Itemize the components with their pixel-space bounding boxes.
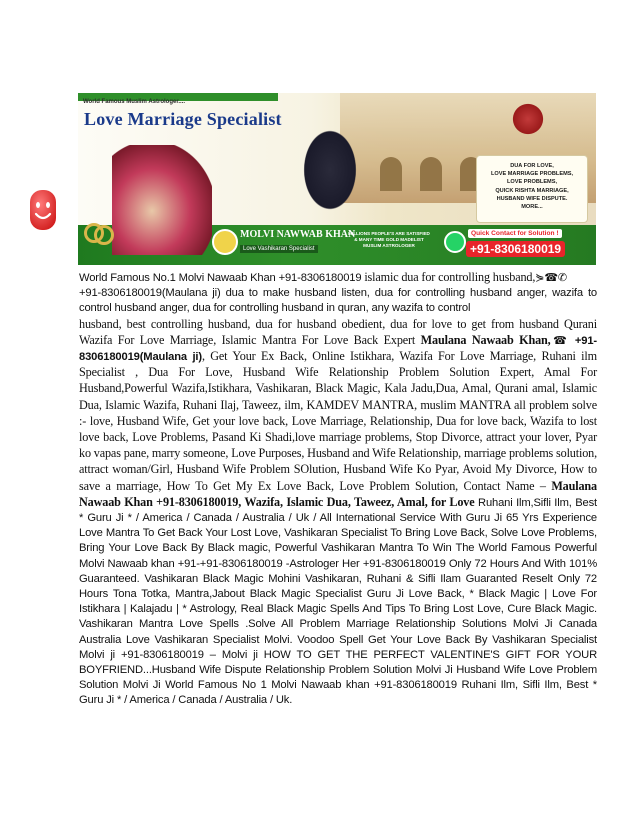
- banner-millions-text: MILLIONS PEOPLE'S ARE SATISFIED & MANY TIME GOLD MADELIST MUSLIM ASTROLOGER: [348, 231, 430, 248]
- smiley-icon: [29, 188, 57, 232]
- molvi-logo-icon: [212, 229, 238, 255]
- banner-name: MOLVI NAWWAB KHAN: [240, 229, 356, 240]
- banner-phone: +91-8306180019: [466, 241, 565, 257]
- text-segment: Ruhani Ilm,Sifli Ilm, Best * Guru Ji * / America / Canada / Australia / Uk / All International Service With Guru Ji 65 Yrs Experience Love Mantra To Get Back Your Lost Love, Vashikaran Specialist To Bring Love Back, Solve Love Problems, Bring Your Love Back By Black magic, Powerful Vashikaran Mantra To Win The World Famous Powerful Molvi Nawaab khan +91-+91-8306180019 -Astrologer Her +91-8306180019 Only 72 Hours And With 101% Guaranteed. Vashikaran Black Magic Mohini Vashikaran, Ruhani & Sifli Ilam Guaranted Reselt Only 72 Hours Tona Totka, Mantra,Jabout Black Magic Specialist Guru Ji Love Back, * Black Magic | Love For Istikhara | Kalajadu | * Astrology, Real Black Magic Spells And Tips To Bring Lost Love, Cure Black Magic. Vashikaran Mantra Love Spells .Solve All Problem Marriage Relationship Solutions Molvi Ji Canada Australia Love Vashikaran Specialist Molvi. Voodoo Spell Get Your Love Back By Vashikaran Specialist Molvi ji +91-8306180019 – Molvi ji HOW TO GET THE PERFECT VALENTINE'S GIFT FOR YOUR BOYFRIEND...Husband Wife Dispute Relationship Problem Solution Molvi Ji Husband Wife Love Problem Solution Molvi Ji World Famous No 1 Molvi Nawaab khan +91-8306180019 Ruhani Ilm, Sifli Ilm, Best * Guru Ji * / America / Canada / Australia / Uk.: [79, 496, 597, 707]
- banner-contact: [444, 228, 592, 260]
- text-segment-bold: +91-8306180019(Maulana ji): [79, 334, 597, 364]
- contact-label: Quick Contact for Solution !: [468, 229, 562, 238]
- article-body: [79, 270, 597, 709]
- couple-photo: [300, 125, 360, 215]
- service-item: MORE...: [521, 204, 543, 211]
- text-segment: , Get Your Ex Back, Online Istikhara, Wazifa For Love Marriage, Ruhani ilm Specialist , Dua For Love, Husband Wife Relationship Problem Solution Expert, Amal For Husband,Powerful Wazifa,Istikhara, Vashikaran, Black Magic, Kala Jadu,Dua, Amal, Qurani amal, Islamic Dua, Islamic Wazifa, Ruhani Ilaj, Taweez, ilm, KAMDEV MANTRA, muslim MANTRA all problem solve :- love, Husband Wife, Get your love back, Love Marriage, Relationship, Dua for love back, Wazifa to lost love back, Love Problems, Pasand Ki Shadi,love marriage problems, Stop Divorce, attract your lover, Pyar ko vapas pane, marry someone, Love Purposes, Husband and Wife Relationship, marriage problems solution, attract woman/Girl, Husband Wife Problem SOlution, Husband Wife Ko Pyar, Avoid My Divorce, How to save a marriage, How To Get My Ex Love Back, Love Problem Solution, Contact Name –: [79, 349, 597, 493]
- banner-tagline: World Famous Muslim Astrologer....: [83, 99, 186, 105]
- rings-icon: [84, 223, 112, 241]
- banner-title: Love Marriage Specialist: [84, 109, 282, 129]
- phone-icon: ☎: [550, 334, 570, 347]
- text-segment: World Famous No.1 Molvi Nawaab Khan +91-8306180019: [79, 272, 362, 284]
- phone-icon: ⋟☎✆: [535, 272, 567, 284]
- whatsapp-icon: [444, 231, 466, 253]
- text-segment: +91-8306180019(Maulana ji) dua to make husband listen, dua for controlling husband anger, wazifa to control husband anger, dua for controlling husband in quran, any wazifa to control: [79, 287, 597, 315]
- text-segment-bold: Maulana Nawaab Khan +91-8306180019, Wazifa, Islamic Dua, Taweez, Amal, for Love: [79, 478, 597, 509]
- service-item: HUSBAND WIFE DISPUTE.: [496, 195, 568, 202]
- couple-small-photo: [508, 101, 548, 137]
- service-item: DUA FOR LOVE,: [510, 163, 554, 169]
- banner-image: [78, 93, 596, 265]
- text-segment-bold: Maulana Nawaab Khan,: [420, 332, 551, 347]
- banner-speciality: Love Vashikaran Specialist: [240, 245, 318, 253]
- service-item: LOVE PROBLEMS,: [506, 179, 558, 186]
- text-segment: islamic dua for controlling husband,: [361, 270, 536, 284]
- service-item: LOVE MARRIAGE PROBLEMS,: [490, 171, 574, 178]
- text-segment: husband, best controlling husband, dua for husband obedient, dua for love to get from husband Qurani Wazifa For Love Marriage, Islamic Mantra For Love Back Expert: [79, 316, 597, 347]
- wedding-couple-photo: [112, 145, 212, 255]
- article-paragraph: [79, 270, 597, 709]
- service-item: QUICK RISHTA MARRIAGE,: [495, 187, 569, 194]
- services-box: [476, 155, 588, 223]
